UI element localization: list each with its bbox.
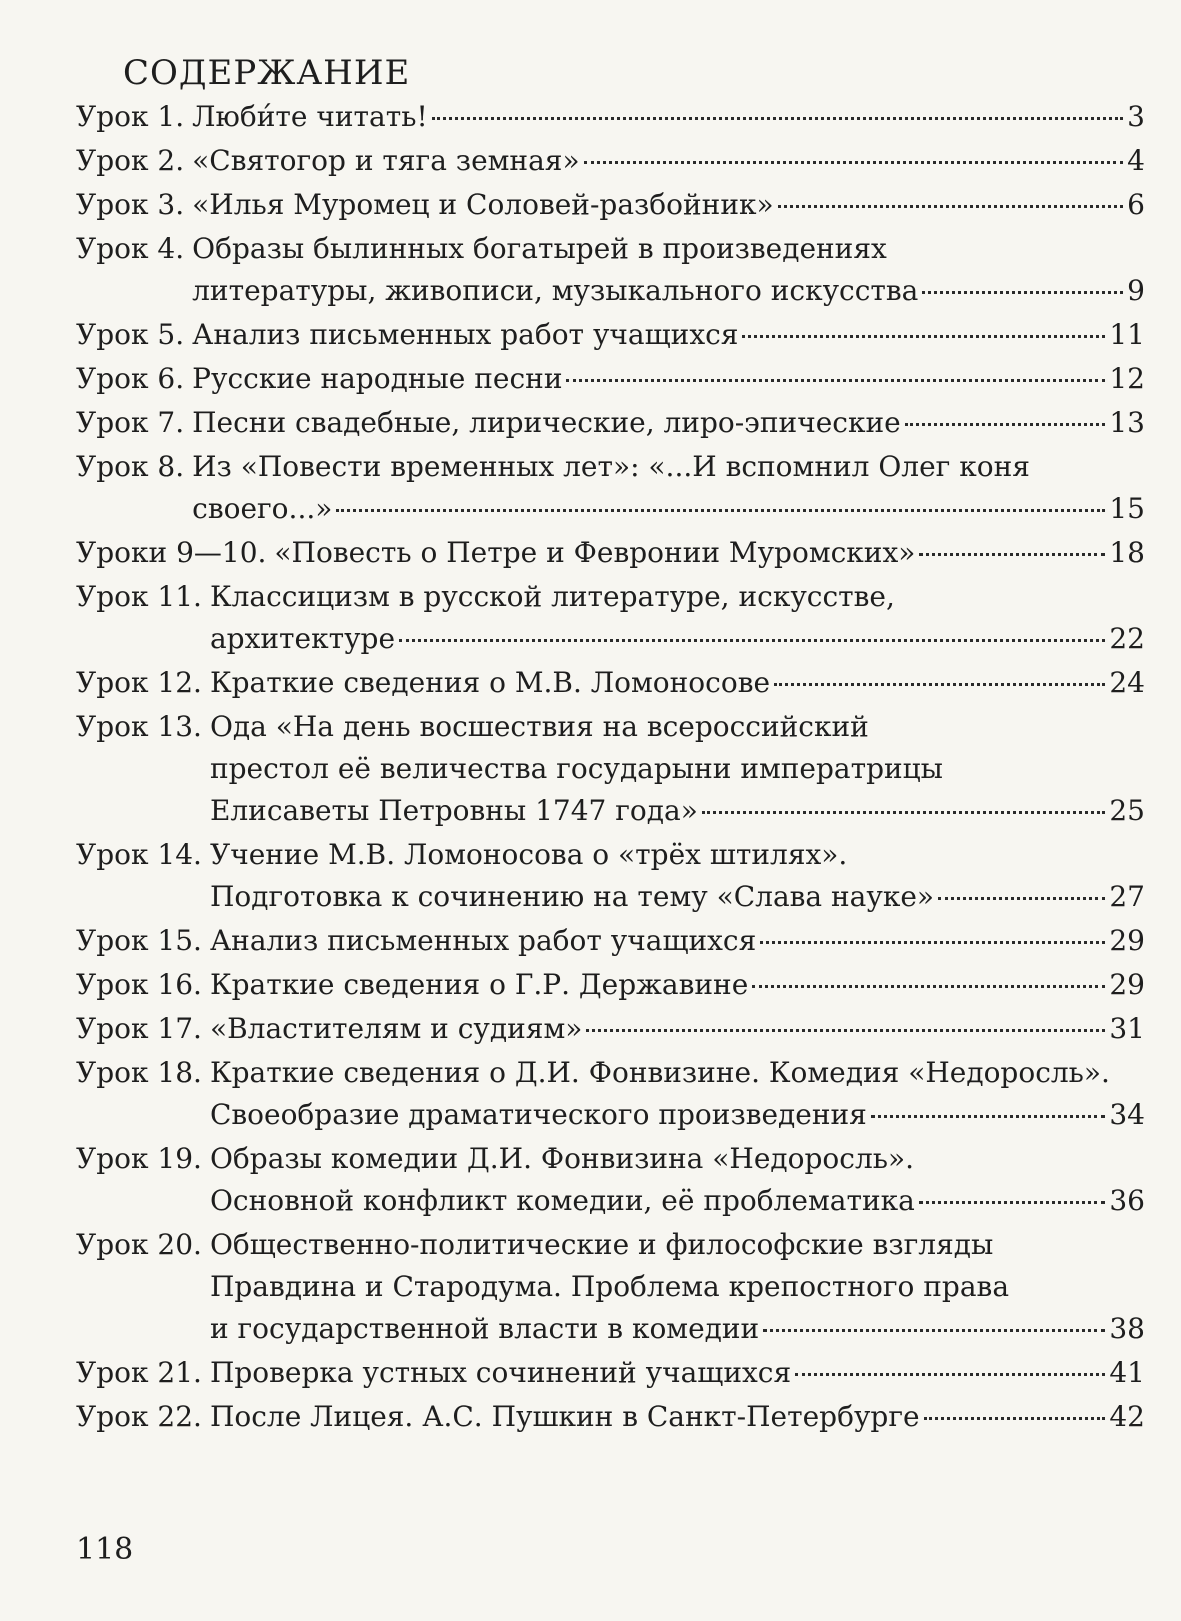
- toc-entry-line: [192, 270, 1145, 312]
- toc-entry-label: Урок 17.: [76, 1012, 202, 1045]
- toc-entry-label: Урок 14.: [76, 838, 202, 871]
- toc-entry-title: Из «Повести временных лет»: «...И вспомнил Олег коня: [192, 450, 1030, 483]
- dot-leader: [566, 379, 1105, 382]
- toc-entry-body: [210, 1008, 1145, 1050]
- toc-entry-label: Урок 1.: [76, 100, 185, 133]
- toc-entry-line: [192, 402, 1145, 444]
- dot-leader: [742, 335, 1105, 338]
- toc-entry-title: Русские народные песни: [192, 362, 563, 395]
- toc-entry-page: 34: [1109, 1098, 1145, 1131]
- toc-entry-body: [274, 532, 1145, 574]
- toc-entry-title: Ода «На день восшествия на всероссийский: [209, 710, 869, 743]
- toc-entry-label: Урок 15.: [76, 924, 202, 957]
- toc-entry-label: Урок 19.: [76, 1142, 202, 1175]
- dot-leader: [774, 683, 1105, 686]
- toc-entry-body: [192, 96, 1145, 138]
- toc-entry-title: Люби́те читать!: [192, 100, 428, 133]
- toc-entry-page: 22: [1109, 622, 1145, 655]
- toc-entry-label: Урок 4.: [76, 232, 185, 265]
- toc-entry-title: Классицизм в русской литературе, искусстве,: [209, 580, 895, 613]
- toc-entry-line: [210, 748, 1145, 790]
- toc-entry-line: [210, 1224, 1145, 1266]
- toc-entry: [76, 532, 1145, 574]
- toc-entry-line: [210, 618, 1145, 660]
- toc-entry: [76, 706, 1145, 832]
- toc-entry-body: [192, 140, 1145, 182]
- toc-entry-label: Урок 6.: [76, 362, 185, 395]
- toc-entry-line: [210, 662, 1145, 704]
- toc-entry-page: 25: [1109, 794, 1145, 827]
- toc-entry: [76, 1352, 1145, 1394]
- toc-entry: [76, 402, 1145, 444]
- toc-entry-body: [192, 446, 1145, 530]
- toc-entry-line: [210, 790, 1145, 832]
- page-number: 118: [76, 1532, 134, 1567]
- toc-entry-page: 24: [1109, 666, 1145, 699]
- toc-entry-line: [192, 140, 1145, 182]
- toc-entry: [76, 662, 1145, 704]
- toc-entry-title: «Святогор и тяга земная»: [192, 144, 580, 177]
- toc-entry-title: Основной конфликт комедии, её проблематика: [209, 1184, 915, 1217]
- toc-entry-body: [210, 1396, 1145, 1438]
- toc-entry-body: [210, 1138, 1145, 1222]
- toc-entry-title: престол её величества государыни императрицы: [209, 752, 943, 785]
- toc-entry-label: Урок 21.: [76, 1356, 202, 1389]
- toc-entry-title: Правдина и Стародума. Проблема крепостного права: [209, 1270, 1010, 1303]
- toc-entry-page: 31: [1109, 1012, 1145, 1045]
- toc-entry-line: [192, 96, 1145, 138]
- toc-entry-title: Краткие сведения о Д.И. Фонвизине. Комедия «Недоросль».: [209, 1056, 1110, 1089]
- toc-entry-label: Урок 7.: [76, 406, 185, 439]
- toc-entry-line: [192, 488, 1145, 530]
- toc-entry-title: Краткие сведения о Г.Р. Державине: [209, 968, 749, 1001]
- dot-leader: [702, 811, 1106, 814]
- table-of-contents: [76, 96, 1145, 1438]
- toc-entry-label: Урок 8.: [76, 450, 185, 483]
- toc-entry-line: [210, 1094, 1145, 1136]
- toc-entry-line: [192, 314, 1145, 356]
- toc-entry-line: [210, 964, 1145, 1006]
- toc-entry-body: [210, 662, 1145, 704]
- toc-entry-label: Урок 5.: [76, 318, 185, 351]
- toc-entry-line: [210, 1352, 1145, 1394]
- toc-entry-page: 4: [1127, 144, 1145, 177]
- toc-entry-title: Подготовка к сочинению на тему «Слава науке»: [209, 880, 935, 913]
- toc-entry-line: [192, 184, 1145, 226]
- toc-entry: [76, 920, 1145, 962]
- toc-entry-page: 27: [1109, 880, 1145, 913]
- toc-entry-page: 3: [1127, 100, 1145, 133]
- toc-entry: [76, 140, 1145, 182]
- toc-entry-body: [192, 402, 1145, 444]
- toc-entry: [76, 184, 1145, 226]
- dot-leader: [752, 985, 1105, 988]
- dot-leader: [919, 553, 1105, 556]
- toc-entry-page: 13: [1109, 406, 1145, 439]
- dot-leader: [871, 1115, 1106, 1118]
- toc-entry-line: [210, 1180, 1145, 1222]
- toc-entry-title: «Властителям и судиям»: [209, 1012, 583, 1045]
- dot-leader: [922, 291, 1123, 294]
- toc-entry-body: [210, 964, 1145, 1006]
- toc-entry-page: 42: [1109, 1400, 1145, 1433]
- dot-leader: [760, 941, 1105, 944]
- toc-entry-page: 9: [1127, 274, 1145, 307]
- toc-entry-body: [210, 576, 1145, 660]
- dot-leader: [586, 1029, 1105, 1032]
- toc-entry-line: [210, 876, 1145, 918]
- page-title: СОДЕРЖАНИЕ: [123, 53, 411, 93]
- toc-entry-title: Анализ письменных работ учащихся: [192, 318, 739, 351]
- toc-entry-label: Урок 16.: [76, 968, 202, 1001]
- dot-leader: [432, 117, 1123, 120]
- toc-entry-label: Урок 13.: [76, 710, 202, 743]
- toc-entry-title: Своеобразие драматического произведения: [209, 1098, 867, 1131]
- toc-entry-title: «Илья Муромец и Соловей-разбойник»: [192, 188, 774, 221]
- toc-entry-page: 38: [1109, 1312, 1145, 1345]
- toc-entry-title: Проверка устных сочинений учащихся: [209, 1356, 792, 1389]
- toc-entry-title: своего...»: [192, 492, 333, 525]
- toc-entry-line: [210, 1052, 1145, 1094]
- toc-entry-line: [210, 706, 1145, 748]
- toc-entry: [76, 1138, 1145, 1222]
- toc-entry-title: Елисаветы Петровны 1747 года»: [209, 794, 698, 827]
- dot-leader: [938, 897, 1105, 900]
- toc-entry-body: [210, 920, 1145, 962]
- dot-leader: [795, 1373, 1105, 1376]
- toc-entry-line: [210, 1138, 1145, 1180]
- toc-entry-title: Песни свадебные, лирические, лиро-эпические: [192, 406, 901, 439]
- toc-entry-line: [210, 920, 1145, 962]
- toc-entry-page: 41: [1109, 1356, 1145, 1389]
- toc-entry-line: [274, 532, 1145, 574]
- toc-entry-page: 11: [1109, 318, 1145, 351]
- toc-entry-page: 6: [1127, 188, 1145, 221]
- toc-entry-body: [192, 314, 1145, 356]
- toc-entry: [76, 96, 1145, 138]
- toc-entry-line: [192, 446, 1145, 488]
- toc-entry-page: 29: [1109, 924, 1145, 957]
- toc-entry-page: 15: [1109, 492, 1145, 525]
- toc-entry-label: Урок 12.: [76, 666, 202, 699]
- toc-entry-label: Урок 3.: [76, 188, 185, 221]
- toc-entry-title: Анализ письменных работ учащихся: [209, 924, 757, 957]
- toc-entry: [76, 964, 1145, 1006]
- toc-entry-body: [210, 1352, 1145, 1394]
- toc-entry-title: архитектуре: [209, 622, 396, 655]
- toc-entry-line: [210, 1008, 1145, 1050]
- toc-entry-line: [192, 228, 1145, 270]
- toc-entry-title: «Повесть о Петре и Февронии Муромских»: [274, 536, 916, 569]
- toc-entry-title: Общественно-политические и философские взгляды: [209, 1228, 994, 1261]
- toc-entry-page: 18: [1109, 536, 1145, 569]
- toc-entry-line: [210, 834, 1145, 876]
- toc-entry-body: [192, 358, 1145, 400]
- toc-entry-label: Урок 22.: [76, 1400, 202, 1433]
- toc-entry: [76, 1052, 1145, 1136]
- dot-leader: [399, 639, 1105, 642]
- toc-entry-page: 29: [1109, 968, 1145, 1001]
- toc-entry-title: Учение М.В. Ломоносова о «трёх штилях».: [209, 838, 848, 871]
- dot-leader: [336, 509, 1105, 512]
- toc-entry-title: Образы комедии Д.И. Фонвизина «Недоросль».: [209, 1142, 915, 1175]
- toc-entry: [76, 1008, 1145, 1050]
- toc-entry-line: [210, 1396, 1145, 1438]
- toc-entry-body: [192, 184, 1145, 226]
- dot-leader: [905, 423, 1106, 426]
- dot-leader: [763, 1329, 1105, 1332]
- toc-entry-title: и государственной власти в комедии: [209, 1312, 760, 1345]
- toc-entry-line: [210, 1266, 1145, 1308]
- toc-entry-body: [210, 706, 1145, 832]
- toc-entry-body: [210, 1052, 1145, 1136]
- toc-entry-body: [192, 228, 1145, 312]
- dot-leader: [584, 161, 1124, 164]
- toc-entry-page: 36: [1109, 1184, 1145, 1217]
- toc-entry-label: Урок 11.: [76, 580, 202, 613]
- toc-entry: [76, 834, 1145, 918]
- toc-entry-label: Урок 2.: [76, 144, 185, 177]
- toc-entry-page: 12: [1109, 362, 1145, 395]
- dot-leader: [778, 205, 1124, 208]
- toc-entry: [76, 576, 1145, 660]
- toc-entry-line: [192, 358, 1145, 400]
- toc-entry: [76, 314, 1145, 356]
- toc-entry-body: [210, 1224, 1145, 1350]
- dot-leader: [919, 1201, 1106, 1204]
- toc-entry: [76, 1224, 1145, 1350]
- toc-entry-title: Образы былинных богатырей в произведениях: [192, 232, 887, 265]
- toc-entry-title: Краткие сведения о М.В. Ломоносове: [209, 666, 771, 699]
- dot-leader: [924, 1417, 1106, 1420]
- toc-entry-title: литературы, живописи, музыкального искусства: [192, 274, 919, 307]
- toc-entry-title: После Лицея. А.С. Пушкин в Санкт-Петербурге: [209, 1400, 920, 1433]
- toc-entry-line: [210, 576, 1145, 618]
- toc-entry: [76, 228, 1145, 312]
- toc-entry-label: Урок 20.: [76, 1228, 202, 1261]
- toc-entry: [76, 1396, 1145, 1438]
- toc-entry-line: [210, 1308, 1145, 1350]
- toc-entry: [76, 446, 1145, 530]
- toc-entry-label: Урок 18.: [76, 1056, 202, 1089]
- toc-entry: [76, 358, 1145, 400]
- toc-entry-label: Уроки 9—10.: [76, 536, 267, 569]
- toc-entry-body: [210, 834, 1145, 918]
